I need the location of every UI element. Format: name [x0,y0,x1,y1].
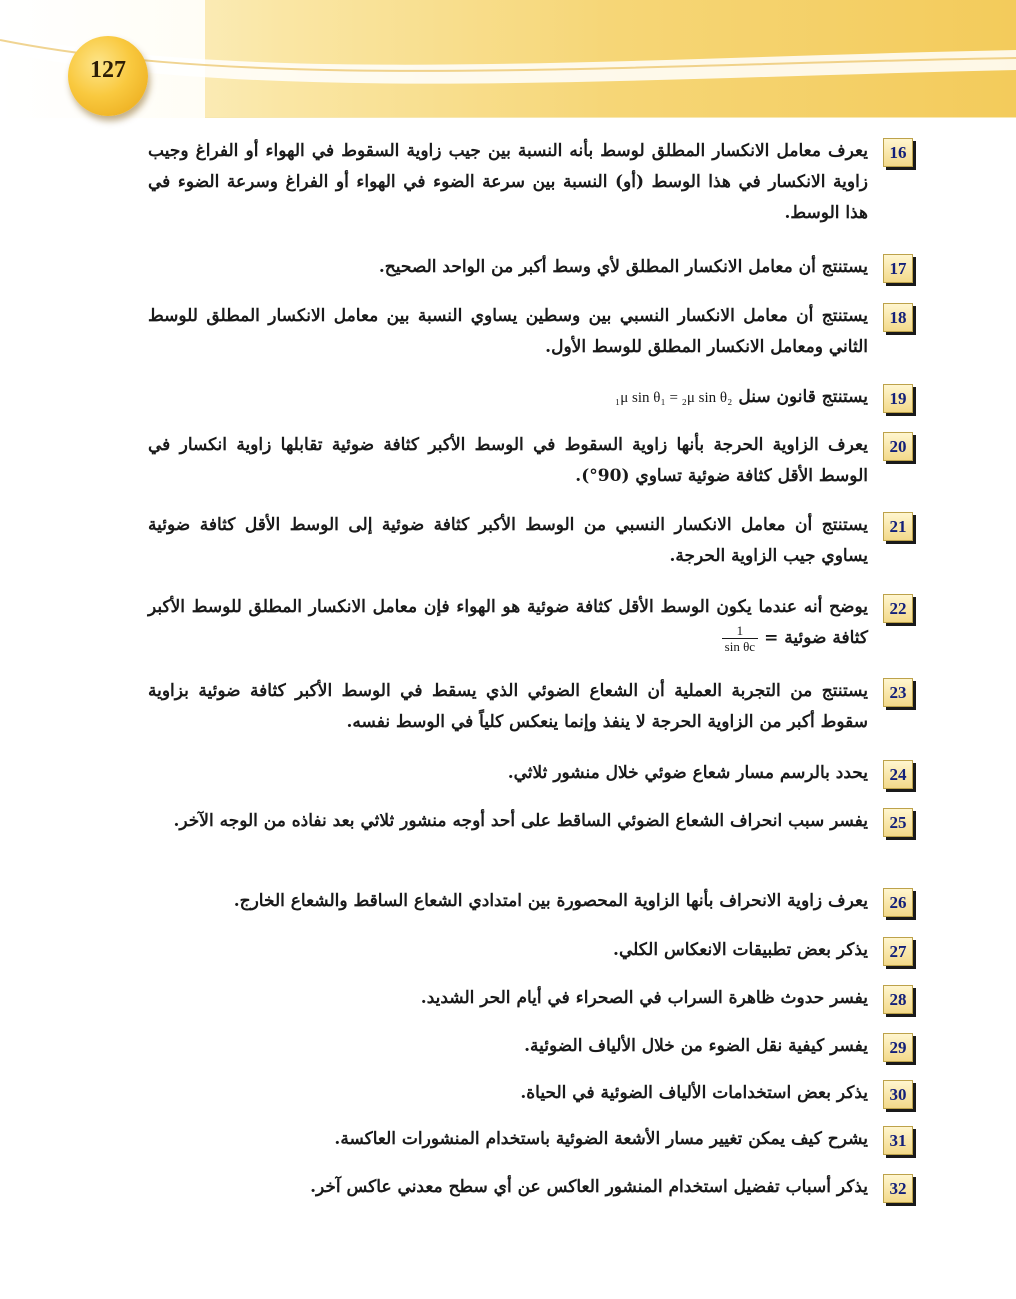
item-number: 23 [889,682,907,702]
snell-law-formula: ₁μ sin θ₁ = ₂μ sin θ₂ [615,390,733,406]
objective-item-17 [148,252,907,283]
item-text: يعرف معامل الانكسار المطلق لوسط بأنه النسبة بين جيب زاوية السقوط في الهواء أو الفراغ وجيب زاوية الانكسار في هذا الوسط (أو) النسبة بين سرعة الضوء في الهواء أو الفراغ وسرعة الضوء في هذا الوسط. [148,141,868,223]
item-text-content: يستنتج قانون سنل [738,387,868,407]
item-number: 20 [889,436,907,456]
item-number-box [883,808,913,837]
objective-item-19 [148,382,907,414]
item-text-content: يوضح أنه عندما يكون الوسط الأقل كثافة ضوئية هو الهواء فإن معامل الانكسار المطلق للوسط الأكبر كثافة ضوئية = [148,597,868,648]
objective-item-22 [148,592,907,654]
item-text: يذكر بعض استخدامات الألياف الضوئية في الحياة. [520,1083,868,1103]
item-number: 19 [889,388,907,408]
item-text [148,382,868,414]
item-number-box [883,1080,913,1109]
item-number-box [883,384,913,413]
item-text: يحدد بالرسم مسار شعاع ضوئي خلال منشور ثلاثي. [507,763,868,783]
item-number: 31 [889,1130,907,1150]
item-text: يستنتج أن معامل الانكسار النسبي من الوسط الأكبر كثافة ضوئية إلى الوسط الأقل كثافة ضوئية يساوي جيب الزاوية الحرجة. [148,515,868,566]
objective-item-27 [148,935,907,966]
critical-angle-fraction [722,623,758,654]
item-number: 26 [889,892,907,912]
objective-item-21 [148,510,907,572]
objective-item-30 [148,1078,907,1109]
item-number: 25 [889,812,907,832]
item-number-box [883,678,913,707]
page-number: 127 [90,56,126,83]
item-text: يشرح كيف يمكن تغيير مسار الأشعة الضوئية باستخدام المنشورات العاكسة. [334,1129,868,1149]
item-number-box [883,985,913,1014]
item-number-box [883,1126,913,1155]
objective-item-28 [148,983,907,1014]
item-text [148,592,868,654]
item-text: يعرف زاوية الانحراف بأنها الزاوية المحصورة بين امتدادي الشعاع الساقط والشعاع الخارج. [233,891,868,911]
item-number-box [883,138,913,167]
objective-item-16 [148,136,907,229]
item-number-box [883,512,913,541]
item-text: يفسر سبب انحراف الشعاع الضوئي الساقط على أحد أوجه منشور ثلاثي بعد نفاذه من الوجه الآخر. [173,811,868,831]
objective-item-31 [148,1124,907,1155]
item-number-box [883,760,913,789]
objective-item-18 [148,301,907,363]
objective-item-32 [148,1172,907,1203]
item-number-box [883,937,913,966]
item-number-box [883,432,913,461]
item-number-box [883,303,913,332]
item-number: 17 [889,258,907,278]
item-number: 28 [889,989,907,1009]
objective-item-29 [148,1031,907,1062]
item-text: يستنتج أن معامل الانكسار النسبي بين وسطين يساوي النسبة بين معامل الانكسار المطلق للوسط الثاني ومعامل الانكسار المطلق للوسط الأول. [148,306,868,357]
item-number: 32 [889,1178,907,1198]
item-number: 24 [889,764,907,784]
item-number-box [883,254,913,283]
fraction-numerator: 1 [736,623,744,638]
objective-item-25 [148,806,907,837]
item-text: يفسر كيفية نقل الضوء من خلال الألياف الضوئية. [524,1036,868,1056]
item-text: يذكر أسباب تفضيل استخدام المنشور العاكس عن أي سطح معدني عاكس آخر. [310,1177,868,1197]
objective-item-20 [148,430,907,492]
item-number: 30 [889,1084,907,1104]
item-text: يفسر حدوث ظاهرة السراب في الصحراء في أيام الحر الشديد. [420,988,868,1008]
item-text: يذكر بعض تطبيقات الانعكاس الكلي. [613,940,868,960]
item-number-box [883,1033,913,1062]
item-number: 18 [889,307,907,327]
fraction-denominator: sin θc [722,638,758,654]
item-number: 27 [889,941,907,961]
item-number: 21 [889,516,907,536]
item-text: يستنتج من التجربة العملية أن الشعاع الضوئي الذي يسقط في الوسط الأكبر كثافة ضوئية بزاوية سقوط أكبر من الزاوية الحرجة لا ينفذ وإنما ينعكس كلياً في الوسط نفسه. [148,681,868,732]
item-number: 29 [889,1037,907,1057]
objective-item-24 [148,758,907,789]
objective-item-23 [148,676,907,738]
item-number-box [883,888,913,917]
item-text: يعرف الزاوية الحرجة بأنها زاوية السقوط في الوسط الأكبر كثافة ضوئية تقابلها زاوية انكسار في الوسط الأقل كثافة ضوئية تساوي (90°). [148,435,868,486]
item-number: 22 [889,598,907,618]
item-number: 16 [889,142,907,162]
item-text: يستنتج أن معامل الانكسار المطلق لأي وسط أكبر من الواحد الصحيح. [378,257,868,277]
item-number-box [883,594,913,623]
objective-item-26 [148,886,907,917]
item-number-box [883,1174,913,1203]
